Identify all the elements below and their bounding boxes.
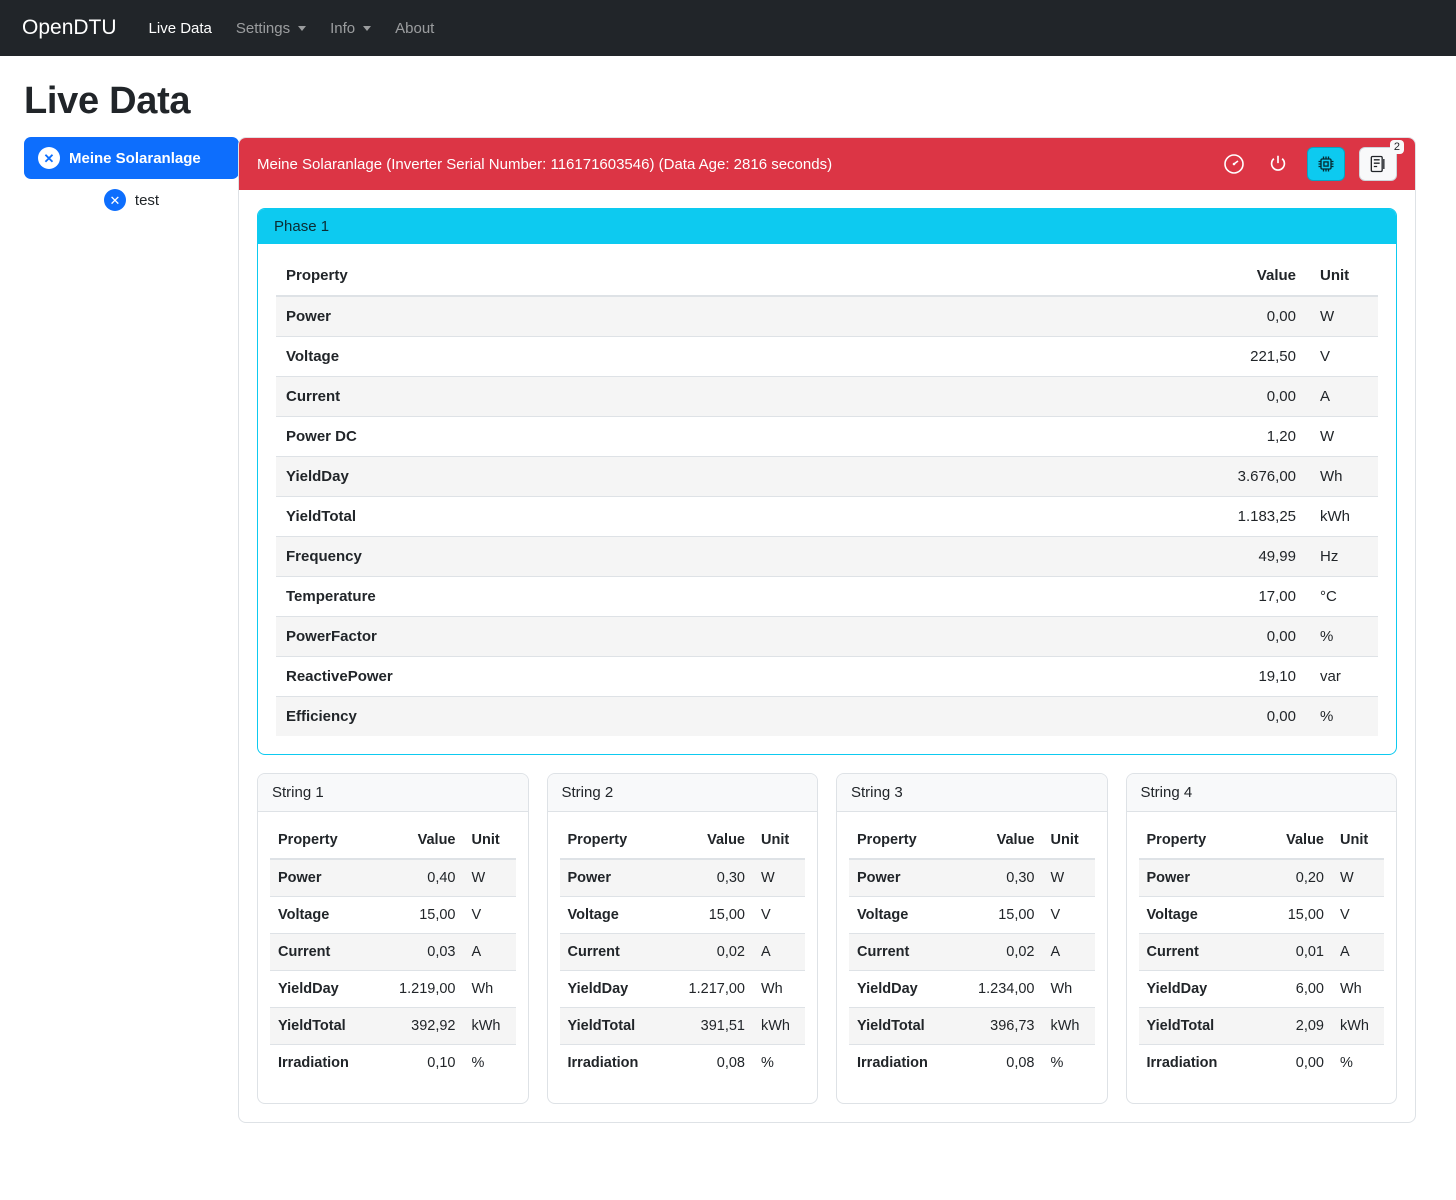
cell-unit: kWh xyxy=(464,1008,516,1045)
strings-grid xyxy=(257,773,1397,1104)
string-card-2 xyxy=(547,773,819,1104)
table-row xyxy=(560,1008,806,1045)
string-table xyxy=(560,822,806,1081)
cell-value: 1.219,00 xyxy=(376,971,464,1008)
cell-property: Voltage xyxy=(270,897,376,934)
cell-property: Current xyxy=(1139,934,1258,971)
sidebar-item-test[interactable] xyxy=(24,179,239,221)
cell-unit: Wh xyxy=(1308,457,1378,497)
cell-property: Voltage xyxy=(560,897,666,934)
cell-property: Voltage xyxy=(276,337,905,377)
cell-property: YieldTotal xyxy=(849,1008,955,1045)
cell-value: 1.183,25 xyxy=(905,497,1308,537)
cell-property: Power xyxy=(276,296,905,337)
cell-value: 49,99 xyxy=(905,537,1308,577)
cell-unit: W xyxy=(753,859,805,897)
cell-property: Frequency xyxy=(276,537,905,577)
cell-unit: % xyxy=(1308,697,1378,737)
brand-logo[interactable]: OpenDTU xyxy=(22,16,117,39)
table-row xyxy=(560,971,806,1008)
inverter-header-text: Meine Solaranlage (Inverter Serial Number: 116171603546) (Data Age: 2816 seconds) xyxy=(257,155,833,173)
table-row xyxy=(276,377,1378,417)
string-card-1 xyxy=(257,773,529,1104)
cell-property: Current xyxy=(849,934,955,971)
sidebar-item-label: test xyxy=(134,191,160,209)
inverter-card-header xyxy=(239,138,1415,190)
gauge-icon[interactable] xyxy=(1219,149,1249,179)
table-row xyxy=(276,657,1378,697)
cell-property: Power xyxy=(1139,859,1258,897)
table-header-row xyxy=(1139,822,1385,859)
inverter-card xyxy=(238,137,1416,1123)
nav-item-label: About xyxy=(395,19,435,37)
table-row xyxy=(849,1045,1095,1082)
table-row xyxy=(1139,859,1385,897)
top-navbar xyxy=(0,0,1456,56)
cell-property: Current xyxy=(560,934,666,971)
table-row xyxy=(276,296,1378,337)
power-icon[interactable] xyxy=(1263,149,1293,179)
cell-unit: V xyxy=(1332,897,1384,934)
column-header-property: Property xyxy=(1139,822,1258,859)
sidebar-item-label: Meine Solaranlage xyxy=(69,149,201,167)
chip-icon[interactable] xyxy=(1307,147,1345,181)
cell-value: 396,73 xyxy=(955,1008,1043,1045)
cell-property: Current xyxy=(270,934,376,971)
string-card-title: String 4 xyxy=(1127,774,1397,812)
column-header-unit: Unit xyxy=(1308,256,1378,296)
cell-value: 0,00 xyxy=(905,377,1308,417)
cell-unit: W xyxy=(464,859,516,897)
table-row xyxy=(270,1045,516,1082)
cell-unit: % xyxy=(1308,617,1378,657)
cell-property: YieldDay xyxy=(1139,971,1258,1008)
table-row xyxy=(276,457,1378,497)
cell-property: YieldTotal xyxy=(270,1008,376,1045)
cell-value: 17,00 xyxy=(905,577,1308,617)
table-header-row xyxy=(560,822,806,859)
cell-unit: W xyxy=(1308,417,1378,457)
cell-value: 0,30 xyxy=(955,859,1043,897)
table-header-row xyxy=(276,256,1378,296)
cell-value: 2,09 xyxy=(1258,1008,1332,1045)
cell-property: Power xyxy=(849,859,955,897)
table-row xyxy=(276,497,1378,537)
nav-item-label: Info xyxy=(330,19,356,37)
string-card-title: String 1 xyxy=(258,774,528,812)
string-card-3 xyxy=(836,773,1108,1104)
cell-unit: % xyxy=(1043,1045,1095,1082)
string-table xyxy=(849,822,1095,1081)
table-row xyxy=(1139,934,1385,971)
cell-value: 391,51 xyxy=(665,1008,753,1045)
table-row xyxy=(270,897,516,934)
table-row xyxy=(560,859,806,897)
cell-value: 0,30 xyxy=(665,859,753,897)
nav-item-info[interactable] xyxy=(318,12,383,45)
cell-property: Power DC xyxy=(276,417,905,457)
table-row xyxy=(276,537,1378,577)
inverter-card-body xyxy=(239,190,1415,1122)
cell-value: 0,01 xyxy=(1258,934,1332,971)
cell-unit: Wh xyxy=(1332,971,1384,1008)
cell-value: 15,00 xyxy=(955,897,1043,934)
cell-property: YieldDay xyxy=(270,971,376,1008)
string-table xyxy=(1139,822,1385,1081)
column-header-value: Value xyxy=(376,822,464,859)
table-row xyxy=(276,337,1378,377)
cell-unit: kWh xyxy=(1043,1008,1095,1045)
table-row xyxy=(849,934,1095,971)
cell-value: 19,10 xyxy=(905,657,1308,697)
cell-unit: V xyxy=(464,897,516,934)
table-header-row xyxy=(270,822,516,859)
cell-unit: Wh xyxy=(753,971,805,1008)
column-header-value: Value xyxy=(1258,822,1332,859)
cell-value: 0,20 xyxy=(1258,859,1332,897)
cell-value: 0,00 xyxy=(905,296,1308,337)
cell-value: 392,92 xyxy=(376,1008,464,1045)
table-row xyxy=(270,1008,516,1045)
cell-property: ReactivePower xyxy=(276,657,905,697)
table-row xyxy=(1139,971,1385,1008)
cell-value: 6,00 xyxy=(1258,971,1332,1008)
table-row xyxy=(270,934,516,971)
cell-value: 0,00 xyxy=(905,697,1308,737)
main-layout xyxy=(0,137,1456,1123)
nav-item-live-data[interactable] xyxy=(137,12,224,45)
column-header-value: Value xyxy=(665,822,753,859)
cell-unit: V xyxy=(753,897,805,934)
cell-value: 1.217,00 xyxy=(665,971,753,1008)
phase-card-title: Phase 1 xyxy=(258,209,1396,244)
cell-unit: °C xyxy=(1308,577,1378,617)
string-card-title: String 2 xyxy=(548,774,818,812)
cell-unit: kWh xyxy=(1332,1008,1384,1045)
cell-value: 0,03 xyxy=(376,934,464,971)
cell-property: YieldDay xyxy=(849,971,955,1008)
table-row xyxy=(1139,897,1385,934)
cell-unit: A xyxy=(464,934,516,971)
cell-property: Irradiation xyxy=(849,1045,955,1082)
cell-property: PowerFactor xyxy=(276,617,905,657)
table-row xyxy=(560,897,806,934)
table-row xyxy=(849,897,1095,934)
column-header-property: Property xyxy=(560,822,666,859)
string-card-title: String 3 xyxy=(837,774,1107,812)
live-data-content xyxy=(238,137,1456,1123)
cell-unit: Wh xyxy=(464,971,516,1008)
column-header-property: Property xyxy=(276,256,905,296)
nav-item-label: Live Data xyxy=(148,19,212,37)
table-row xyxy=(1139,1045,1385,1082)
cell-unit: var xyxy=(1308,657,1378,697)
cell-unit: A xyxy=(1308,377,1378,417)
column-header-unit: Unit xyxy=(464,822,516,859)
inverter-sidebar xyxy=(0,137,238,221)
column-header-property: Property xyxy=(270,822,376,859)
cell-property: Current xyxy=(276,377,905,417)
cell-unit: A xyxy=(1043,934,1095,971)
column-header-unit: Unit xyxy=(1332,822,1384,859)
cell-value: 221,50 xyxy=(905,337,1308,377)
cell-unit: W xyxy=(1332,859,1384,897)
close-circle-icon[interactable]: ✕ xyxy=(104,189,126,211)
cell-unit: Hz xyxy=(1308,537,1378,577)
column-header-property: Property xyxy=(849,822,955,859)
table-header-row xyxy=(849,822,1095,859)
cell-property: Irradiation xyxy=(1139,1045,1258,1082)
cell-property: YieldDay xyxy=(276,457,905,497)
cell-value: 3.676,00 xyxy=(905,457,1308,497)
cell-value: 0,40 xyxy=(376,859,464,897)
cell-property: Power xyxy=(270,859,376,897)
chevron-down-icon xyxy=(298,26,306,31)
cell-unit: kWh xyxy=(1308,497,1378,537)
cell-value: 1,20 xyxy=(905,417,1308,457)
string-table xyxy=(270,822,516,1081)
cell-unit: kWh xyxy=(753,1008,805,1045)
sidebar-item-meine-solaranlage[interactable] xyxy=(24,137,239,179)
cell-property: Voltage xyxy=(849,897,955,934)
cell-unit: A xyxy=(753,934,805,971)
nav-item-label: Settings xyxy=(235,19,291,37)
column-header-value: Value xyxy=(955,822,1043,859)
cell-value: 1.234,00 xyxy=(955,971,1043,1008)
cell-value: 15,00 xyxy=(376,897,464,934)
event-log-icon[interactable] xyxy=(1359,141,1400,181)
cell-value: 0,08 xyxy=(665,1045,753,1082)
cell-unit: V xyxy=(1043,897,1095,934)
cell-unit: A xyxy=(1332,934,1384,971)
cell-property: Voltage xyxy=(1139,897,1258,934)
cell-property: YieldTotal xyxy=(276,497,905,537)
cell-value: 0,00 xyxy=(1258,1045,1332,1082)
cell-unit: V xyxy=(1308,337,1378,377)
inverter-header-actions xyxy=(1219,141,1400,181)
cell-property: Power xyxy=(560,859,666,897)
chevron-down-icon xyxy=(363,26,371,31)
cell-value: 0,02 xyxy=(955,934,1043,971)
cell-value: 0,02 xyxy=(665,934,753,971)
cell-property: YieldTotal xyxy=(560,1008,666,1045)
column-header-unit: Unit xyxy=(753,822,805,859)
cell-unit: Wh xyxy=(1043,971,1095,1008)
table-row xyxy=(276,577,1378,617)
cell-value: 0,00 xyxy=(905,617,1308,657)
cell-property: Irradiation xyxy=(560,1045,666,1082)
cell-property: Temperature xyxy=(276,577,905,617)
column-header-value: Value xyxy=(905,256,1308,296)
cell-value: 15,00 xyxy=(1258,897,1332,934)
table-row xyxy=(849,859,1095,897)
cell-value: 0,08 xyxy=(955,1045,1043,1082)
table-row xyxy=(560,934,806,971)
cell-property: YieldTotal xyxy=(1139,1008,1258,1045)
page-title: Live Data xyxy=(24,80,191,122)
table-row xyxy=(1139,1008,1385,1045)
table-row xyxy=(276,697,1378,737)
string-card-4 xyxy=(1126,773,1398,1104)
cell-unit: W xyxy=(1043,859,1095,897)
cell-value: 0,10 xyxy=(376,1045,464,1082)
cell-property: Irradiation xyxy=(270,1045,376,1082)
cell-unit: % xyxy=(753,1045,805,1082)
phase-card xyxy=(257,208,1397,755)
cell-unit: % xyxy=(1332,1045,1384,1082)
cell-unit: % xyxy=(464,1045,516,1082)
table-row xyxy=(270,859,516,897)
close-circle-icon[interactable]: ✕ xyxy=(38,147,60,169)
column-header-unit: Unit xyxy=(1043,822,1095,859)
table-row xyxy=(560,1045,806,1082)
event-log-badge: 2 xyxy=(1390,140,1404,154)
cell-unit: W xyxy=(1308,296,1378,337)
table-row xyxy=(270,971,516,1008)
phase-table xyxy=(276,256,1378,736)
table-row xyxy=(276,417,1378,457)
table-row xyxy=(849,971,1095,1008)
cell-property: YieldDay xyxy=(560,971,666,1008)
cell-value: 15,00 xyxy=(665,897,753,934)
table-row xyxy=(849,1008,1095,1045)
nav-item-about[interactable] xyxy=(383,12,446,45)
nav-item-settings[interactable] xyxy=(224,12,318,45)
cell-property: Efficiency xyxy=(276,697,905,737)
table-row xyxy=(276,617,1378,657)
